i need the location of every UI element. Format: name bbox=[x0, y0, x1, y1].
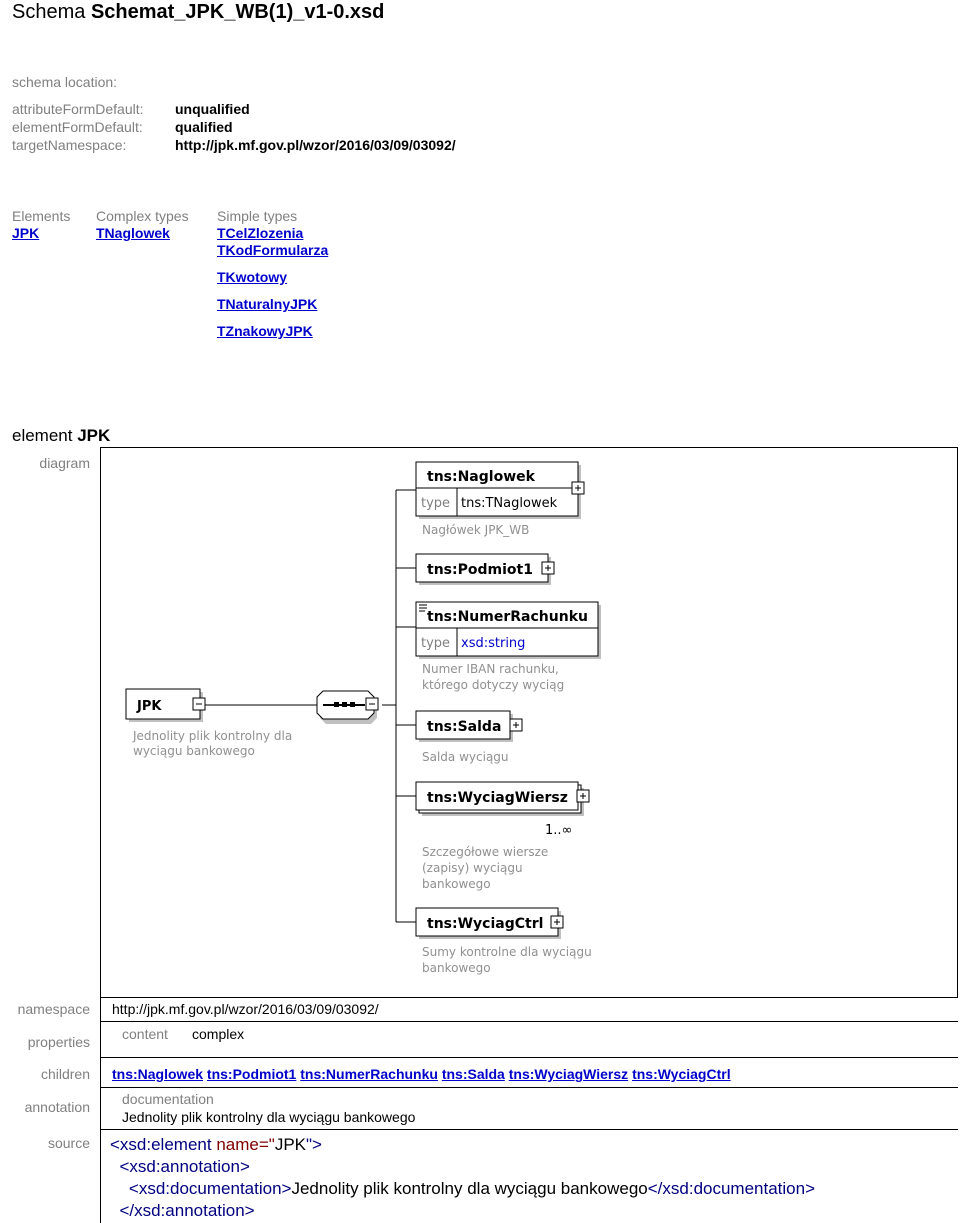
index-simple-types: Simple types TCelZlozenia TKodFormularza TKwotowy TNaturalnyJPK TZnakowyJPK bbox=[217, 208, 329, 339]
node-name: tns:NumerRachunku bbox=[427, 609, 588, 625]
connector-lines bbox=[201, 490, 416, 922]
node-doc: Szczegółowe wiersze bbox=[422, 845, 549, 859]
namespace-value: http://jpk.mf.gov.pl/wzor/2016/03/09/03092/ bbox=[112, 1001, 379, 1017]
label-properties: properties bbox=[27, 1034, 90, 1050]
link-tkodformularza[interactable]: TKodFormularza bbox=[217, 242, 329, 258]
schema-file-name: Schemat_JPK_WB(1)_v1-0.xsd bbox=[90, 1, 385, 23]
node-doc: Numer IBAN rachunku, bbox=[422, 662, 559, 676]
annotation-key: documentation bbox=[122, 1091, 214, 1107]
node-doc: Jednolity plik kontrolny dla bbox=[133, 729, 293, 743]
diagram-node-naglowek[interactable] bbox=[416, 462, 584, 537]
node-doc: Salda wyciągu bbox=[422, 750, 509, 764]
link-tkwotowy[interactable]: TKwotowy bbox=[217, 269, 287, 285]
attr-row: attributeFormDefault: unqualified bbox=[12, 101, 250, 117]
source-code: <xsd:element name="JPK"> <xsd:annotation> <xsd:documentation>Jednolity plik kontrolny dla wyciągu bankowego</xsd:documentation> </xsd:annotation> bbox=[110, 1135, 816, 1220]
node-type: tns:TNaglowek bbox=[461, 496, 558, 511]
diagram-node-salda[interactable] bbox=[416, 711, 522, 764]
diagram-node-podmiot1[interactable] bbox=[416, 554, 554, 585]
diagram-node-numerrachunku[interactable] bbox=[416, 602, 601, 692]
child-link-numerrachunku[interactable]: tns:NumerRachunku bbox=[300, 1066, 438, 1082]
schema-location-label: schema location: bbox=[12, 74, 118, 90]
child-link-wyciagwiersz[interactable]: tns:WyciagWiersz bbox=[508, 1066, 629, 1082]
diagram-node-wyciagctrl[interactable] bbox=[416, 908, 592, 975]
node-doc: Sumy kontrolne dla wyciągu bbox=[422, 945, 592, 959]
node-doc: bankowego bbox=[422, 961, 491, 975]
node-doc: Nagłówek JPK_WB bbox=[422, 523, 530, 537]
node-type: xsd:string bbox=[461, 636, 526, 651]
index-complex-types: Complex types TNaglowek bbox=[96, 208, 189, 241]
link-tcelzlozenia[interactable]: TCelZlozenia bbox=[217, 225, 304, 241]
child-link-naglowek[interactable]: tns:Naglowek bbox=[112, 1066, 204, 1082]
node-name: tns:WyciagWiersz bbox=[427, 790, 568, 806]
occurrence-label: 1..∞ bbox=[545, 823, 573, 838]
diagram-node-wyciagwiersz[interactable] bbox=[416, 782, 589, 891]
link-tnaglowek[interactable]: TNaglowek bbox=[96, 225, 170, 241]
page-title: Schema Schemat_JPK_WB(1)_v1-0.xsd bbox=[12, 1, 385, 23]
type-label: type bbox=[421, 636, 451, 651]
properties-value: content complex bbox=[122, 1026, 245, 1042]
schema-diagram bbox=[101, 448, 957, 996]
type-label: type bbox=[421, 496, 451, 511]
link-jpk[interactable]: JPK bbox=[12, 225, 40, 241]
node-name: tns:WyciagCtrl bbox=[427, 916, 544, 932]
node-doc: bankowego bbox=[422, 877, 491, 891]
child-link-salda[interactable]: tns:Salda bbox=[441, 1066, 505, 1082]
label-diagram: diagram bbox=[39, 455, 90, 471]
link-tnaturalnyjpk[interactable]: TNaturalnyJPK bbox=[217, 296, 318, 312]
children-list bbox=[112, 1066, 731, 1082]
row-divider bbox=[100, 1087, 958, 1088]
label-namespace: namespace bbox=[17, 1001, 90, 1017]
node-name: JPK bbox=[137, 699, 162, 714]
node-name: tns:Salda bbox=[427, 719, 502, 735]
index-elements: Elements JPK bbox=[12, 208, 71, 241]
node-name: tns:Naglowek bbox=[427, 469, 535, 485]
row-divider bbox=[100, 1129, 958, 1130]
diagram-node-jpk[interactable] bbox=[126, 689, 292, 758]
attr-row: targetNamespace: http://jpk.mf.gov.pl/wzor/2016/03/09/03092/ bbox=[12, 137, 456, 153]
label-annotation: annotation bbox=[24, 1099, 90, 1115]
node-doc: (zapisy) wyciągu bbox=[422, 861, 523, 875]
annotation-value: Jednolity plik kontrolny dla wyciągu bankowego bbox=[122, 1109, 416, 1125]
row-divider bbox=[100, 1057, 958, 1058]
node-doc: wyciągu bankowego bbox=[133, 744, 255, 758]
node-name: tns:Podmiot1 bbox=[427, 562, 533, 578]
row-divider bbox=[100, 1021, 958, 1022]
child-link-podmiot1[interactable]: tns:Podmiot1 bbox=[206, 1066, 297, 1082]
sequence-compositor[interactable] bbox=[317, 691, 378, 724]
link-tznakowyjpk[interactable]: TZnakowyJPK bbox=[217, 323, 313, 339]
label-source: source bbox=[47, 1135, 90, 1151]
node-doc: którego dotyczy wyciąg bbox=[422, 678, 565, 692]
child-link-wyciagctrl[interactable]: tns:WyciagCtrl bbox=[632, 1066, 731, 1082]
element-heading: element JPK bbox=[12, 426, 111, 445]
label-children: children bbox=[40, 1066, 90, 1082]
attr-row: elementFormDefault: qualified bbox=[12, 119, 233, 135]
